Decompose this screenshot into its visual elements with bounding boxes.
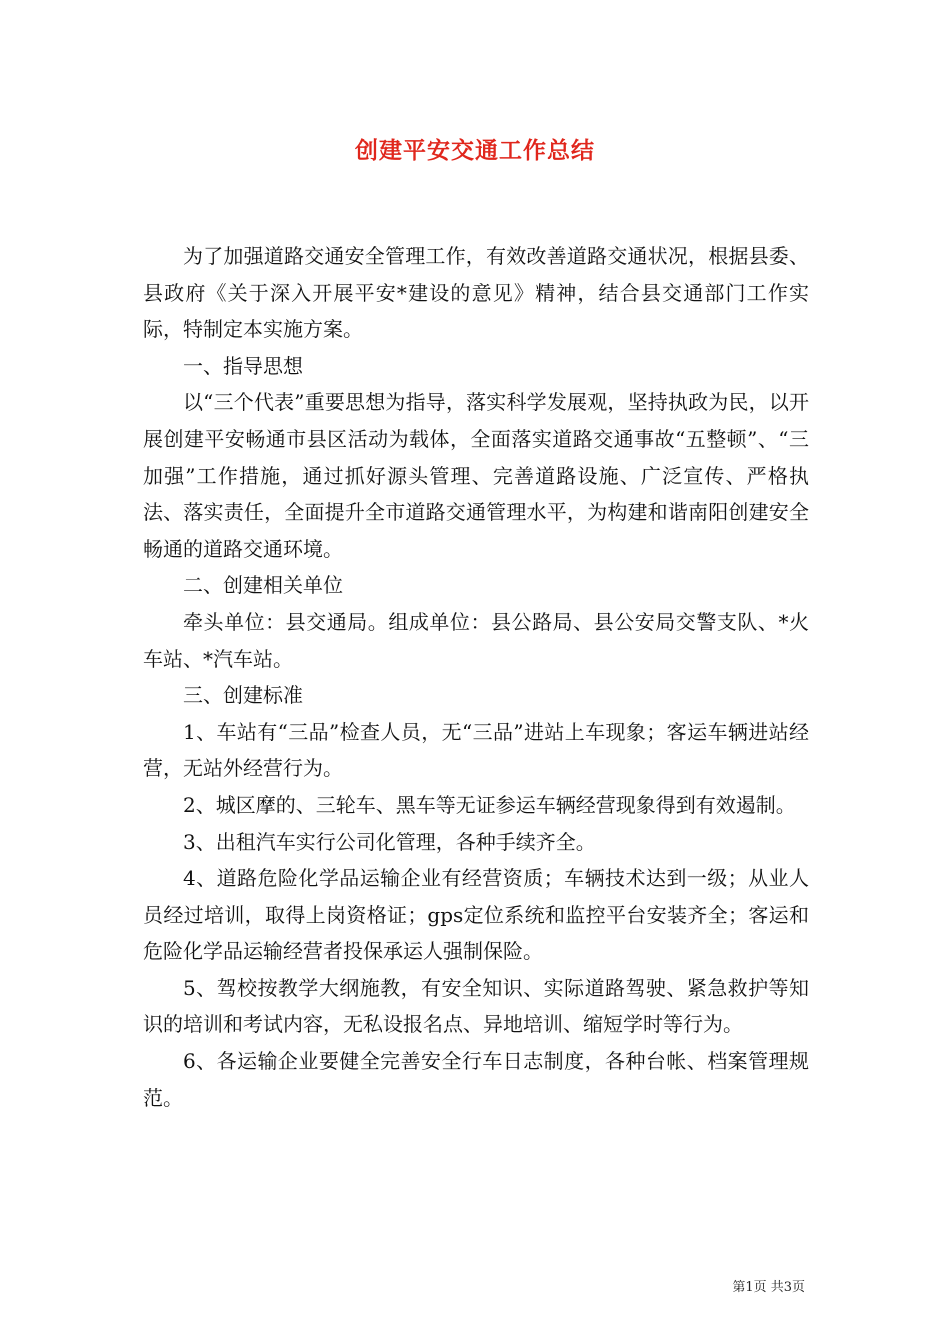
paragraph-guiding-thought: 以“三个代表”重要思想为指导，落实科学发展观，坚持执政为民，以开展创建平安畅通市县区活动为载体，全面落实道路交通事故“五整顿”、“三加强”工作措施，通过抓好源头管理、完善道路设施、广泛宣传、严格执法、落实责任，全面提升全市道路交通管理水平，为构建和谐南阳创建安全畅通的道路交通环境。	[143, 390, 809, 561]
standard-item-2: 2、城区摩的、三轮车、黑车等无证参运车辆经营现象得到有效遏制。	[183, 792, 796, 817]
standard-item-5: 5、驾校按教学大纲施教，有安全知识、实际道路驾驶、紧急救护等知识的培训和考试内容，无私设报名点、异地培训、缩短学时等行为。	[143, 975, 809, 1037]
paragraph-units: 牵头单位：县交通局。组成单位：县公路局、县公安局交警支队、*火车站、*汽车站。	[143, 609, 809, 671]
standard-item-3: 3、出租汽车实行公司化管理，各种手续齐全。	[183, 829, 596, 854]
document-body	[143, 238, 809, 1116]
standard-item-1: 1、车站有“三品”检查人员，无“三品”进站上车现象；客运车辆进站经营，无站外经营行为。	[143, 719, 809, 781]
document-title: 创建平安交通工作总结	[355, 137, 595, 164]
section-heading-2: 二、创建相关单位	[183, 573, 343, 598]
section-heading-1: 一、指导思想	[183, 353, 303, 378]
page-number: 第1页 共3页	[732, 1280, 805, 1295]
standard-item-6: 6、各运输企业要健全完善安全行车日志制度，各种台帐、档案管理规范。	[143, 1049, 809, 1110]
standard-item-4: 4、道路危险化学品运输企业有经营资质；车辆技术达到一级；从业人员经过培训，取得上岗资格证；gps定位系统和监控平台安装齐全；客运和危险化学品运输经营者投保承运人强制保险。	[143, 866, 809, 964]
section-heading-3: 三、创建标准	[183, 683, 303, 708]
paragraph-intro: 为了加强道路交通安全管理工作，有效改善道路交通状况，根据县委、县政府《关于深入开展平安*建设的意见》精神，结合县交通部门工作实际，特制定本实施方案。	[143, 244, 809, 342]
